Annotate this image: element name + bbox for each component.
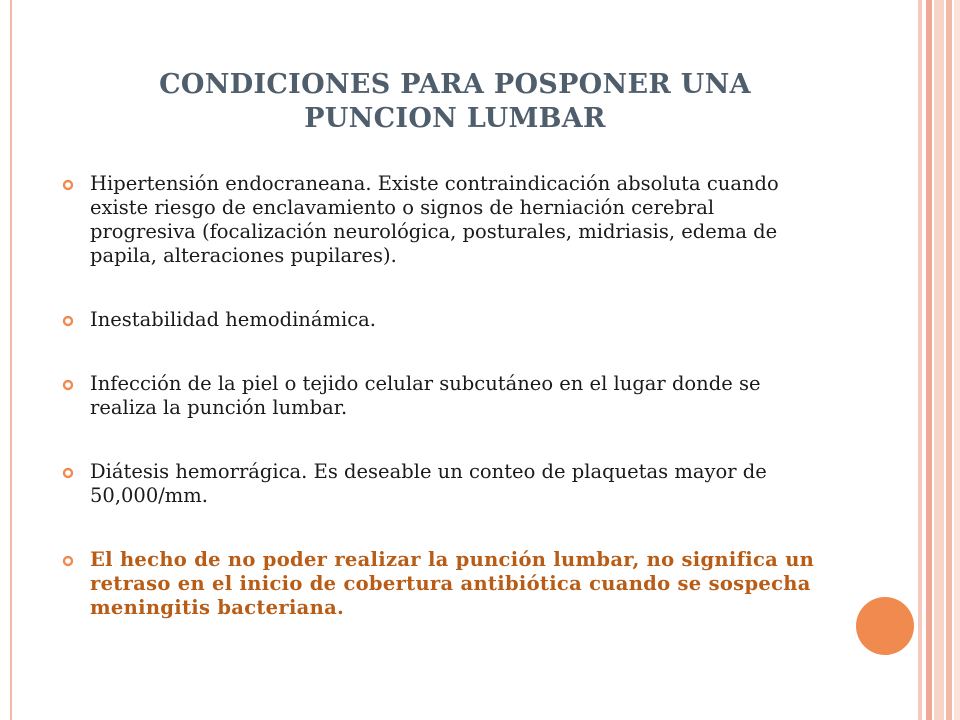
bullet-text: Inestabilidad hemodinámica.: [90, 308, 376, 331]
ring-bullet-icon: [62, 555, 74, 567]
ring-bullet-icon: [62, 379, 74, 391]
bullet-text: El hecho de no poder realizar la punción lumbar, no significa un retraso en el inicio de cobertura antibiótica cuando se sospecha meningitis bacteriana.: [90, 548, 815, 619]
bullet-item-highlight: [62, 548, 822, 620]
left-border-line: [10, 0, 12, 720]
bullet-item: [62, 372, 822, 420]
title-line-2: PUNCION LUMBAR: [304, 103, 606, 134]
right-stripe: [918, 0, 922, 720]
slide-title: [90, 68, 820, 136]
right-stripe: [946, 0, 952, 720]
ring-bullet-icon: [62, 315, 74, 327]
ring-bullet-icon: [62, 467, 74, 479]
right-stripe: [926, 0, 932, 720]
bullet-item: [62, 172, 822, 268]
bullet-text: Diátesis hemorrágica. Es deseable un conteo de plaquetas mayor de 50,000/mm.: [90, 460, 767, 507]
right-stripe: [934, 0, 944, 720]
bullet-text: Hipertensión endocraneana. Existe contraindicación absoluta cuando existe riesgo de enclavamiento o signos de herniación cerebral progresiva (focalización neurológica, posturales, midriasis, edema de papila, alteraciones pupilares).: [90, 172, 779, 267]
orange-circle-icon: [856, 597, 914, 655]
ring-bullet-icon: [62, 179, 74, 191]
bullet-text: Infección de la piel o tejido celular subcutáneo en el lugar donde se realiza la punción lumbar.: [90, 372, 761, 419]
right-stripe: [954, 0, 960, 720]
title-line-1: CONDICIONES PARA POSPONER UNA: [159, 69, 751, 100]
bullet-item: [62, 308, 822, 332]
bullet-list: [62, 172, 822, 660]
bullet-item: [62, 460, 822, 508]
